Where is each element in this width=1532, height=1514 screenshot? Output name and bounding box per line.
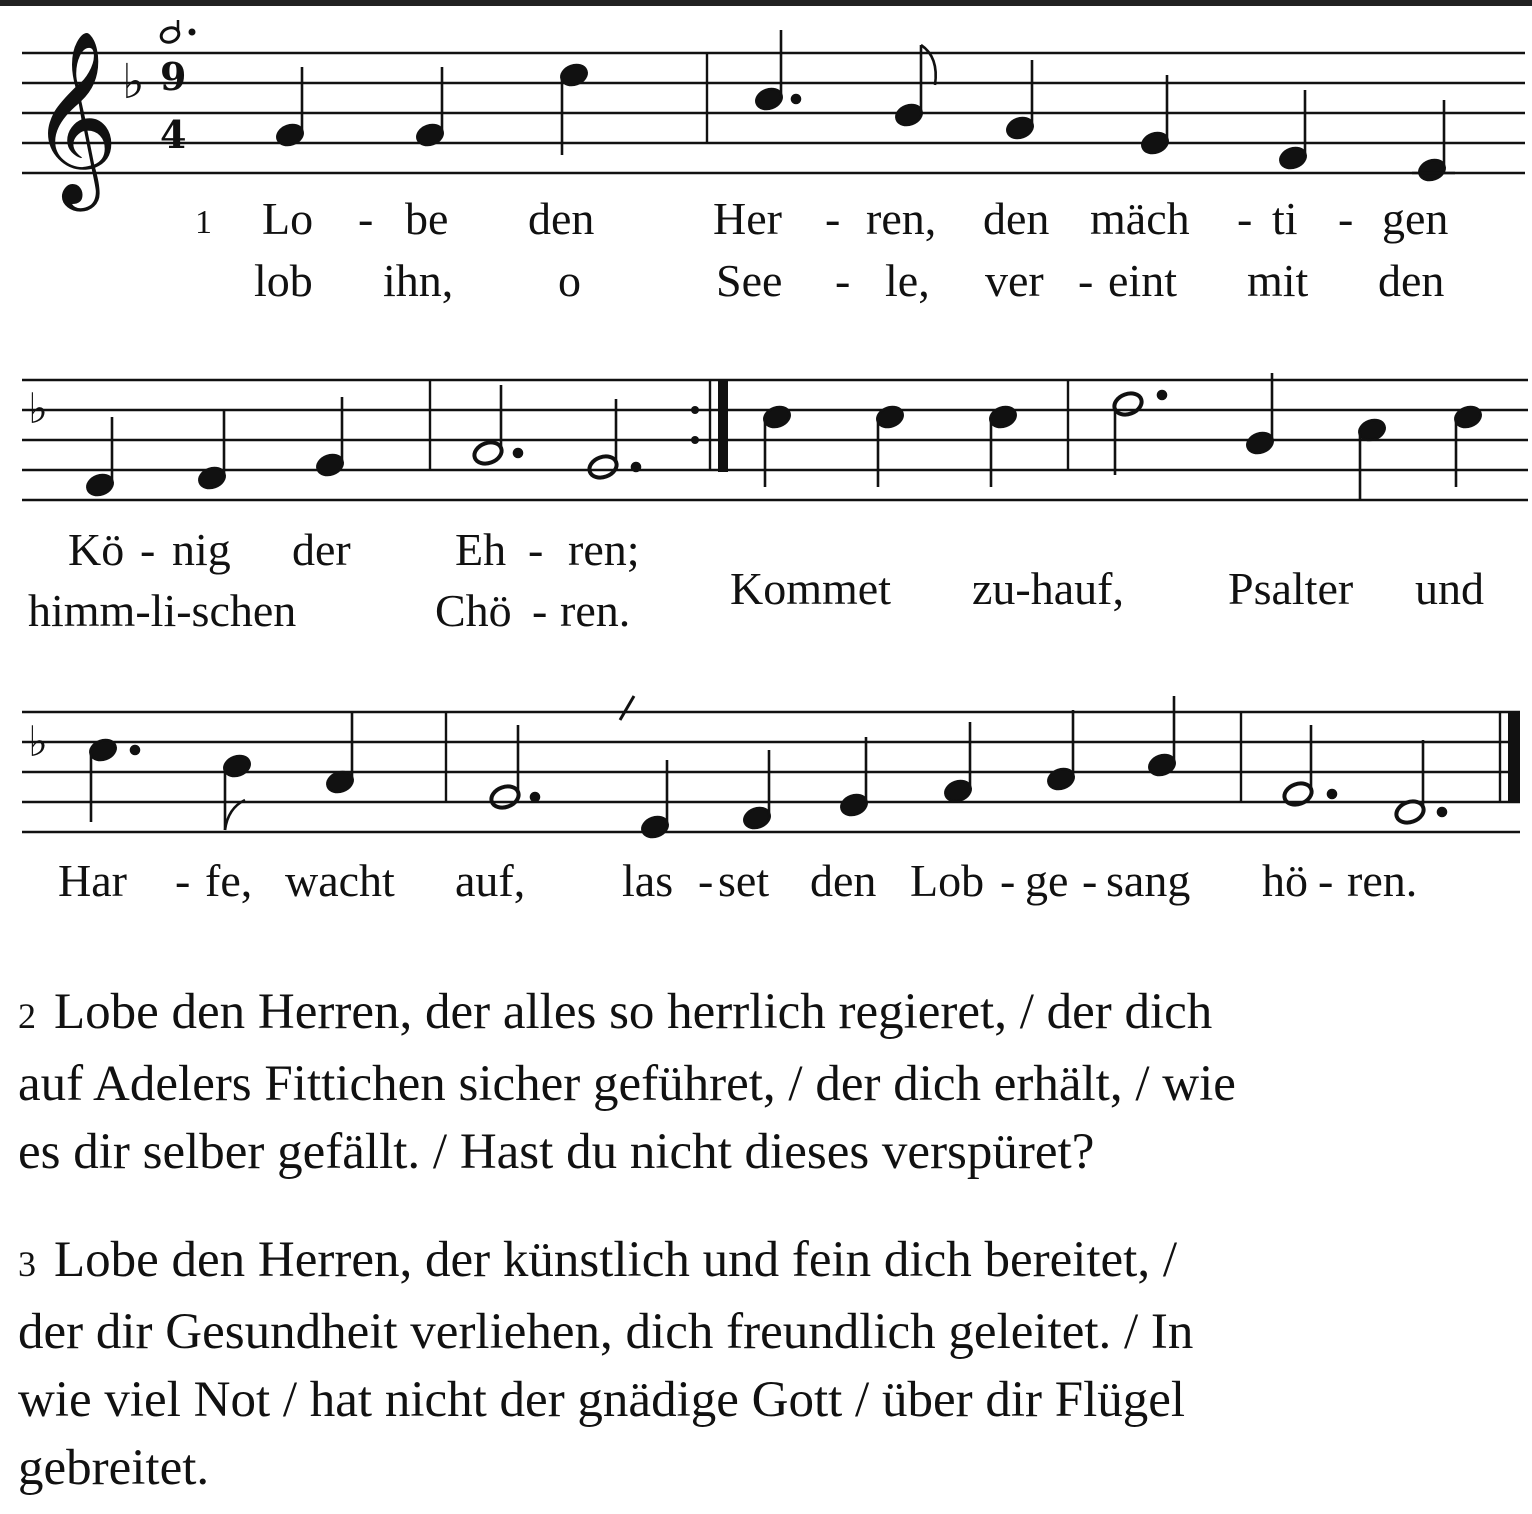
tempo-note-icon (159, 20, 195, 45)
verse-3 (18, 1226, 1518, 1502)
repeat-barline (718, 380, 728, 472)
flat-icon: ♭ (28, 717, 48, 766)
verse-2 (18, 978, 1518, 1186)
verse-line: Lobe den Herren, der künstlich und fein dich bereitet, / (54, 1232, 1178, 1288)
time-signature-top: 9 (160, 54, 187, 99)
flat-icon: ♭ (28, 384, 48, 433)
staff-system-3 (0, 690, 1532, 860)
verse-line: gebreitet. (18, 1440, 210, 1496)
verse-line: es dir selber gefällt. / Hast du nicht dieses verspüret? (18, 1124, 1095, 1180)
verse-number: 3 (18, 1244, 36, 1284)
breath-mark (620, 696, 634, 720)
verse-line: Lobe den Herren, der alles so herrlich regieret, / der dich (54, 984, 1213, 1040)
flat-icon: ♭ (122, 54, 145, 110)
time-signature-bottom: 4 (160, 112, 187, 157)
verse-number: 2 (18, 996, 36, 1036)
verse-line: auf Adelers Fittichen sicher geführet, / der dich erhält, / wie (18, 1056, 1236, 1112)
verse-line: der dir Gesundheit verliehen, dich freundlich geleitet. / In (18, 1304, 1194, 1360)
verse-number: 1 (195, 204, 212, 241)
staff-system-1 (0, 20, 1532, 220)
staff-system-2 (0, 365, 1532, 525)
top-border (0, 0, 1532, 6)
verse-line: wie viel Not / hat nicht der gnädige Gott / über dir Flügel (18, 1372, 1186, 1428)
final-barline (1508, 712, 1520, 802)
treble-clef-icon: 𝄞 (30, 30, 119, 204)
